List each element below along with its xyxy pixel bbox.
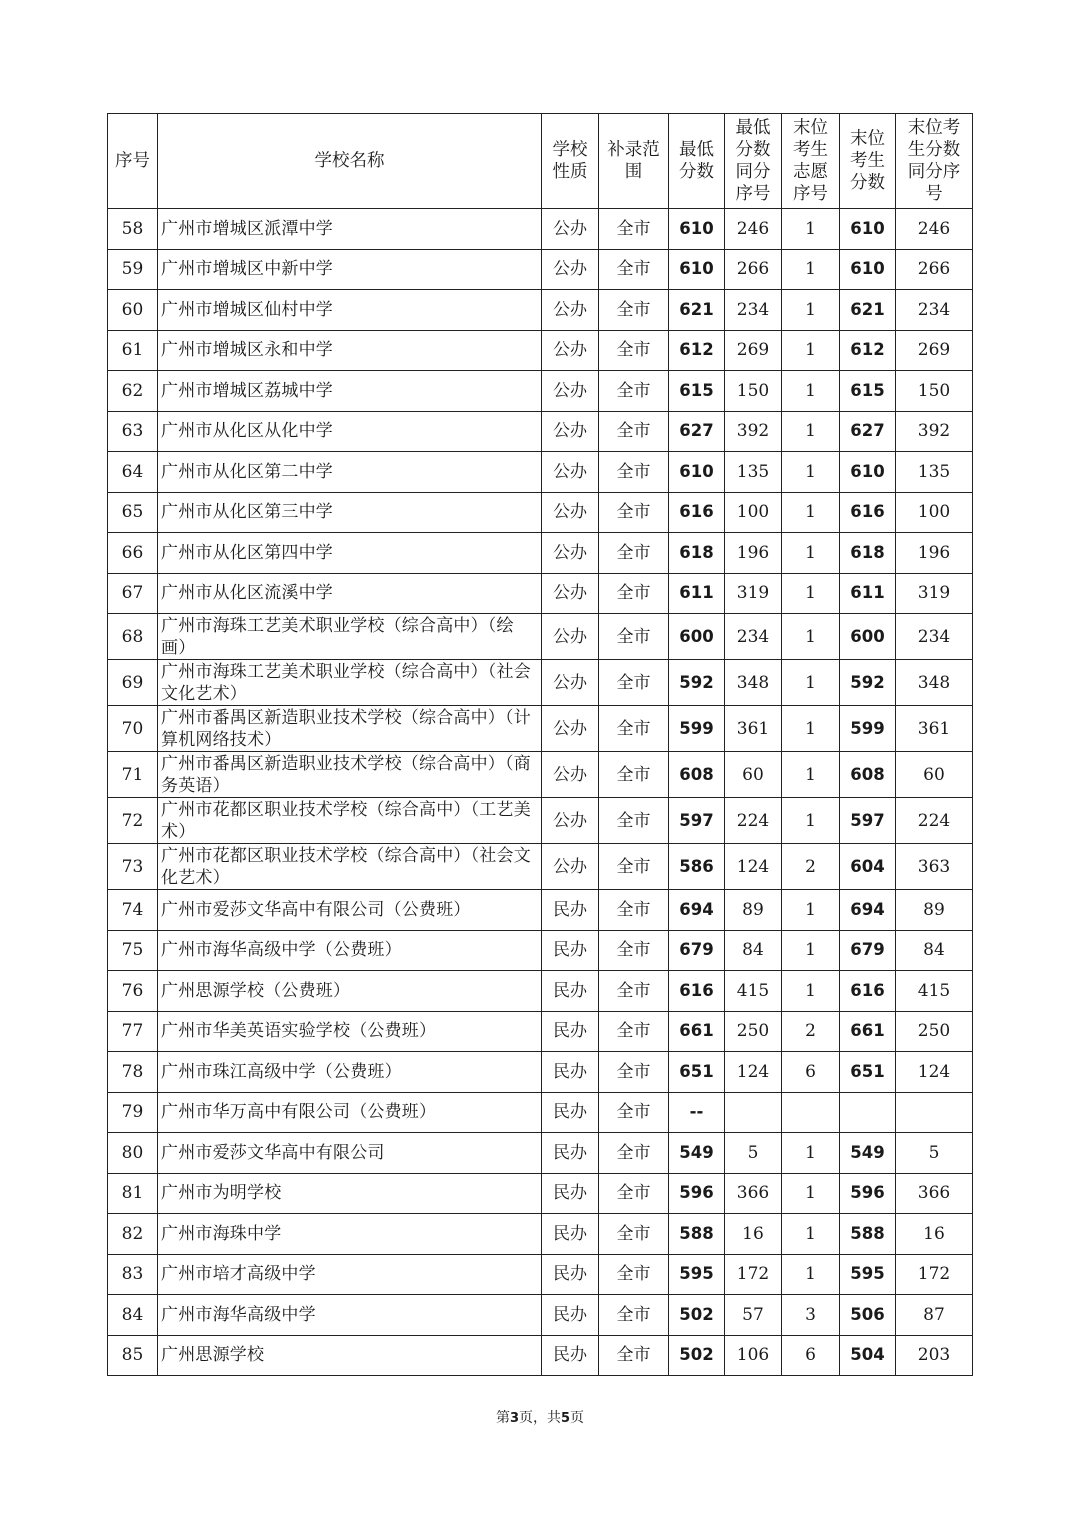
cell-last-preference: 1	[782, 492, 840, 533]
cell-min-score: 502	[669, 1295, 725, 1336]
cell-last-score-rank: 348	[896, 660, 973, 706]
cell-last-preference: 1	[782, 930, 840, 971]
cell-serial: 63	[108, 411, 158, 452]
cell-min-score: 599	[669, 706, 725, 752]
table-row	[108, 1214, 973, 1255]
cell-school-name: 广州思源学校（公费班）	[158, 971, 542, 1012]
cell-last-score-rank: 266	[896, 249, 973, 290]
table-row	[108, 706, 973, 752]
cell-last-preference: 1	[782, 573, 840, 614]
cell-school-name: 广州市从化区从化中学	[158, 411, 542, 452]
cell-min-score: 616	[669, 971, 725, 1012]
cell-last-score-rank: 234	[896, 614, 973, 660]
cell-scope: 全市	[599, 971, 669, 1012]
cell-last-preference: 1	[782, 1133, 840, 1174]
cell-school-name: 广州市培才高级中学	[158, 1254, 542, 1295]
cell-min-score: 595	[669, 1254, 725, 1295]
cell-min-score-rank: 89	[725, 890, 782, 931]
cell-min-score-rank: 124	[725, 1052, 782, 1093]
cell-last-preference: 2	[782, 1011, 840, 1052]
cell-school-type: 公办	[542, 249, 599, 290]
cell-min-score: 549	[669, 1133, 725, 1174]
cell-scope: 全市	[599, 330, 669, 371]
cell-school-type: 公办	[542, 533, 599, 574]
cell-last-score: 651	[840, 1052, 896, 1093]
cell-last-score	[840, 1092, 896, 1133]
cell-school-name: 广州市从化区第三中学	[158, 492, 542, 533]
cell-min-score-rank: 366	[725, 1173, 782, 1214]
cell-min-score: 608	[669, 752, 725, 798]
cell-min-score-rank: 319	[725, 573, 782, 614]
cell-last-preference: 6	[782, 1335, 840, 1376]
cell-school-type: 民办	[542, 1092, 599, 1133]
cell-school-type: 民办	[542, 1254, 599, 1295]
cell-last-score: 612	[840, 330, 896, 371]
header-min-score: 最低 分数	[669, 114, 725, 209]
cell-scope: 全市	[599, 930, 669, 971]
cell-last-score-rank: 89	[896, 890, 973, 931]
cell-last-preference: 1	[782, 752, 840, 798]
table-row	[108, 1011, 973, 1052]
cell-school-type: 民办	[542, 1173, 599, 1214]
cell-last-preference: 1	[782, 371, 840, 412]
cell-last-score: 604	[840, 844, 896, 890]
cell-serial: 84	[108, 1295, 158, 1336]
cell-last-score-rank: 361	[896, 706, 973, 752]
cell-min-score-rank: 348	[725, 660, 782, 706]
header-last-score-rank: 末位考 生分数 同分序 号	[896, 114, 973, 209]
cell-min-score: 679	[669, 930, 725, 971]
cell-min-score-rank: 84	[725, 930, 782, 971]
footer-middle: 页，共	[519, 1410, 561, 1426]
cell-school-type: 公办	[542, 706, 599, 752]
cell-scope: 全市	[599, 890, 669, 931]
cell-scope: 全市	[599, 492, 669, 533]
cell-school-type: 公办	[542, 752, 599, 798]
cell-last-score: 694	[840, 890, 896, 931]
cell-last-preference: 1	[782, 614, 840, 660]
cell-serial: 75	[108, 930, 158, 971]
cell-last-preference: 1	[782, 411, 840, 452]
cell-last-score-rank: 250	[896, 1011, 973, 1052]
cell-school-type: 民办	[542, 1295, 599, 1336]
cell-scope: 全市	[599, 706, 669, 752]
header-serial: 序号	[108, 114, 158, 209]
table-row	[108, 249, 973, 290]
cell-last-preference: 2	[782, 844, 840, 890]
cell-school-type: 民办	[542, 1335, 599, 1376]
cell-school-name: 广州市从化区第二中学	[158, 452, 542, 493]
cell-scope: 全市	[599, 1173, 669, 1214]
cell-scope: 全市	[599, 371, 669, 412]
cell-school-type: 公办	[542, 614, 599, 660]
table-row	[108, 330, 973, 371]
cell-serial: 68	[108, 614, 158, 660]
cell-min-score-rank: 266	[725, 249, 782, 290]
cell-school-name: 广州市番禺区新造职业技术学校（综合高中）（计算机网络技术）	[158, 706, 542, 752]
cell-school-type: 公办	[542, 798, 599, 844]
cell-school-type: 公办	[542, 573, 599, 614]
cell-min-score-rank: 150	[725, 371, 782, 412]
table-row	[108, 573, 973, 614]
header-scope: 补录范 围	[599, 114, 669, 209]
cell-min-score-rank: 100	[725, 492, 782, 533]
cell-last-score-rank: 16	[896, 1214, 973, 1255]
cell-min-score-rank: 172	[725, 1254, 782, 1295]
table-row	[108, 614, 973, 660]
cell-school-name: 广州市花都区职业技术学校（综合高中）（社会文化艺术）	[158, 844, 542, 890]
cell-scope: 全市	[599, 452, 669, 493]
cell-scope: 全市	[599, 660, 669, 706]
cell-last-preference: 1	[782, 452, 840, 493]
cell-last-preference: 1	[782, 249, 840, 290]
cell-last-score-rank: 124	[896, 1052, 973, 1093]
cell-last-score: 600	[840, 614, 896, 660]
cell-last-score-rank: 392	[896, 411, 973, 452]
cell-min-score-rank: 60	[725, 752, 782, 798]
cell-last-score: 596	[840, 1173, 896, 1214]
table-row	[108, 1295, 973, 1336]
cell-school-name: 广州市爱莎文华高中有限公司（公费班）	[158, 890, 542, 931]
cell-school-type: 民办	[542, 1052, 599, 1093]
table-row	[108, 290, 973, 331]
footer-prefix: 第	[495, 1410, 510, 1426]
cell-min-score: 661	[669, 1011, 725, 1052]
cell-school-type: 民办	[542, 930, 599, 971]
header-last-preference: 末位 考生 志愿 序号	[782, 114, 840, 209]
cell-last-score: 592	[840, 660, 896, 706]
cell-last-score: 599	[840, 706, 896, 752]
cell-last-score-rank: 60	[896, 752, 973, 798]
cell-min-score-rank: 57	[725, 1295, 782, 1336]
table-row	[108, 930, 973, 971]
cell-school-type: 公办	[542, 411, 599, 452]
cell-min-score: 610	[669, 452, 725, 493]
cell-min-score: 597	[669, 798, 725, 844]
cell-last-preference: 1	[782, 330, 840, 371]
table-row	[108, 1173, 973, 1214]
cell-school-name: 广州市增城区仙村中学	[158, 290, 542, 331]
cell-school-type: 民办	[542, 1011, 599, 1052]
cell-scope: 全市	[599, 209, 669, 250]
cell-min-score: 600	[669, 614, 725, 660]
cell-last-score-rank: 100	[896, 492, 973, 533]
cell-school-name: 广州市海珠工艺美术职业学校（综合高中）（社会文化艺术）	[158, 660, 542, 706]
cell-serial: 82	[108, 1214, 158, 1255]
cell-last-score: 610	[840, 249, 896, 290]
cell-serial: 67	[108, 573, 158, 614]
cell-scope: 全市	[599, 249, 669, 290]
cell-school-type: 公办	[542, 209, 599, 250]
cell-min-score-rank: 246	[725, 209, 782, 250]
cell-last-score-rank: 269	[896, 330, 973, 371]
cell-school-name: 广州市增城区派潭中学	[158, 209, 542, 250]
cell-scope: 全市	[599, 614, 669, 660]
table-row	[108, 1335, 973, 1376]
cell-serial: 79	[108, 1092, 158, 1133]
header-school-name: 学校名称	[158, 114, 542, 209]
admission-score-table	[107, 113, 973, 1376]
cell-min-score: 615	[669, 371, 725, 412]
cell-min-score-rank: 269	[725, 330, 782, 371]
cell-serial: 66	[108, 533, 158, 574]
cell-scope: 全市	[599, 290, 669, 331]
cell-school-name: 广州市从化区流溪中学	[158, 573, 542, 614]
cell-min-score-rank: 135	[725, 452, 782, 493]
cell-serial: 74	[108, 890, 158, 931]
cell-min-score-rank: 224	[725, 798, 782, 844]
cell-min-score-rank: 234	[725, 290, 782, 331]
cell-min-score-rank: 196	[725, 533, 782, 574]
cell-scope: 全市	[599, 533, 669, 574]
header-school-type: 学校 性质	[542, 114, 599, 209]
cell-school-type: 公办	[542, 290, 599, 331]
cell-school-type: 公办	[542, 371, 599, 412]
table-row	[108, 1052, 973, 1093]
cell-school-type: 民办	[542, 1214, 599, 1255]
table-row	[108, 844, 973, 890]
cell-serial: 69	[108, 660, 158, 706]
cell-min-score: 610	[669, 249, 725, 290]
cell-school-name: 广州市珠江高级中学（公费班）	[158, 1052, 542, 1093]
cell-min-score: 694	[669, 890, 725, 931]
cell-last-score-rank: 5	[896, 1133, 973, 1174]
cell-last-score-rank	[896, 1092, 973, 1133]
cell-min-score: 618	[669, 533, 725, 574]
cell-school-type: 公办	[542, 844, 599, 890]
cell-school-name: 广州市海华高级中学	[158, 1295, 542, 1336]
cell-last-score: 610	[840, 209, 896, 250]
cell-min-score: 502	[669, 1335, 725, 1376]
cell-scope: 全市	[599, 1254, 669, 1295]
table-row	[108, 533, 973, 574]
cell-scope: 全市	[599, 1214, 669, 1255]
cell-school-type: 公办	[542, 452, 599, 493]
cell-min-score-rank: 106	[725, 1335, 782, 1376]
cell-scope: 全市	[599, 1133, 669, 1174]
cell-last-score-rank: 150	[896, 371, 973, 412]
table-row	[108, 1254, 973, 1295]
cell-last-preference: 1	[782, 798, 840, 844]
cell-min-score: 651	[669, 1052, 725, 1093]
cell-last-score: 504	[840, 1335, 896, 1376]
cell-last-preference: 6	[782, 1052, 840, 1093]
cell-scope: 全市	[599, 1295, 669, 1336]
cell-last-score-rank: 234	[896, 290, 973, 331]
cell-last-score-rank: 363	[896, 844, 973, 890]
cell-serial: 60	[108, 290, 158, 331]
cell-last-score: 661	[840, 1011, 896, 1052]
cell-school-type: 公办	[542, 492, 599, 533]
cell-last-score-rank: 87	[896, 1295, 973, 1336]
header-min-score-rank: 最低 分数 同分 序号	[725, 114, 782, 209]
cell-last-score: 506	[840, 1295, 896, 1336]
cell-last-score: 616	[840, 492, 896, 533]
cell-last-score-rank: 366	[896, 1173, 973, 1214]
cell-min-score: 592	[669, 660, 725, 706]
cell-last-score-rank: 84	[896, 930, 973, 971]
cell-school-type: 民办	[542, 971, 599, 1012]
cell-school-name: 广州市华美英语实验学校（公费班）	[158, 1011, 542, 1052]
cell-serial: 70	[108, 706, 158, 752]
table-row	[108, 371, 973, 412]
cell-last-preference: 1	[782, 209, 840, 250]
cell-school-name: 广州市增城区荔城中学	[158, 371, 542, 412]
cell-school-name: 广州市爱莎文华高中有限公司	[158, 1133, 542, 1174]
cell-serial: 80	[108, 1133, 158, 1174]
page-footer	[0, 1407, 1080, 1427]
cell-last-score: 588	[840, 1214, 896, 1255]
cell-last-score: 618	[840, 533, 896, 574]
cell-last-preference: 1	[782, 706, 840, 752]
cell-serial: 73	[108, 844, 158, 890]
cell-min-score: 627	[669, 411, 725, 452]
table-header-row	[108, 114, 973, 209]
footer-page-number: 3	[509, 1411, 519, 1426]
cell-last-preference: 1	[782, 290, 840, 331]
cell-school-name: 广州市华万高中有限公司（公费班）	[158, 1092, 542, 1133]
cell-serial: 85	[108, 1335, 158, 1376]
cell-min-score-rank: 5	[725, 1133, 782, 1174]
table-row	[108, 492, 973, 533]
cell-school-name: 广州市海华高级中学（公费班）	[158, 930, 542, 971]
table-row	[108, 1133, 973, 1174]
cell-last-preference: 1	[782, 890, 840, 931]
cell-min-score: 611	[669, 573, 725, 614]
cell-scope: 全市	[599, 1335, 669, 1376]
cell-school-name: 广州市为明学校	[158, 1173, 542, 1214]
cell-serial: 62	[108, 371, 158, 412]
cell-min-score: 616	[669, 492, 725, 533]
cell-last-score: 627	[840, 411, 896, 452]
cell-last-score: 679	[840, 930, 896, 971]
table-row	[108, 971, 973, 1012]
cell-scope: 全市	[599, 411, 669, 452]
cell-last-score-rank: 319	[896, 573, 973, 614]
cell-last-score: 595	[840, 1254, 896, 1295]
cell-school-name: 广州市番禺区新造职业技术学校（综合高中）（商务英语）	[158, 752, 542, 798]
cell-serial: 77	[108, 1011, 158, 1052]
table-row	[108, 452, 973, 493]
table-row	[108, 209, 973, 250]
cell-serial: 64	[108, 452, 158, 493]
cell-school-name: 广州市增城区中新中学	[158, 249, 542, 290]
cell-min-score-rank: 392	[725, 411, 782, 452]
cell-last-preference: 1	[782, 1214, 840, 1255]
footer-total-pages: 5	[561, 1411, 571, 1426]
cell-scope: 全市	[599, 752, 669, 798]
cell-min-score-rank: 234	[725, 614, 782, 660]
cell-school-name: 广州市海珠工艺美术职业学校（综合高中）（绘画）	[158, 614, 542, 660]
cell-last-score: 610	[840, 452, 896, 493]
cell-min-score-rank: 124	[725, 844, 782, 890]
cell-last-score-rank: 415	[896, 971, 973, 1012]
cell-last-preference: 1	[782, 660, 840, 706]
cell-serial: 65	[108, 492, 158, 533]
cell-school-name: 广州思源学校	[158, 1335, 542, 1376]
cell-scope: 全市	[599, 573, 669, 614]
cell-school-name: 广州市海珠中学	[158, 1214, 542, 1255]
cell-min-score: 596	[669, 1173, 725, 1214]
cell-scope: 全市	[599, 1011, 669, 1052]
cell-scope: 全市	[599, 1052, 669, 1093]
cell-school-type: 公办	[542, 330, 599, 371]
cell-school-type: 公办	[542, 660, 599, 706]
cell-min-score-rank	[725, 1092, 782, 1133]
cell-last-score-rank: 203	[896, 1335, 973, 1376]
cell-min-score: 586	[669, 844, 725, 890]
footer-suffix: 页	[570, 1410, 585, 1426]
cell-scope: 全市	[599, 1092, 669, 1133]
cell-school-name: 广州市从化区第四中学	[158, 533, 542, 574]
cell-min-score-rank: 415	[725, 971, 782, 1012]
table-row	[108, 752, 973, 798]
cell-last-preference: 3	[782, 1295, 840, 1336]
cell-min-score: 621	[669, 290, 725, 331]
cell-last-score-rank: 172	[896, 1254, 973, 1295]
cell-last-preference	[782, 1092, 840, 1133]
cell-last-preference: 1	[782, 1173, 840, 1214]
table-row	[108, 660, 973, 706]
table-row	[108, 798, 973, 844]
cell-serial: 76	[108, 971, 158, 1012]
cell-serial: 81	[108, 1173, 158, 1214]
cell-min-score-rank: 250	[725, 1011, 782, 1052]
cell-last-preference: 1	[782, 1254, 840, 1295]
cell-min-score: 588	[669, 1214, 725, 1255]
cell-serial: 59	[108, 249, 158, 290]
cell-last-score: 608	[840, 752, 896, 798]
header-last-score: 末位 考生 分数	[840, 114, 896, 209]
table-row	[108, 411, 973, 452]
cell-school-name: 广州市花都区职业技术学校（综合高中）（工艺美术）	[158, 798, 542, 844]
cell-min-score-rank: 361	[725, 706, 782, 752]
cell-serial: 72	[108, 798, 158, 844]
cell-serial: 58	[108, 209, 158, 250]
cell-min-score: --	[669, 1092, 725, 1133]
cell-min-score: 610	[669, 209, 725, 250]
cell-last-score-rank: 196	[896, 533, 973, 574]
table-row	[108, 890, 973, 931]
cell-min-score: 612	[669, 330, 725, 371]
cell-serial: 61	[108, 330, 158, 371]
cell-last-score-rank: 246	[896, 209, 973, 250]
cell-scope: 全市	[599, 844, 669, 890]
cell-last-score: 621	[840, 290, 896, 331]
cell-last-score: 549	[840, 1133, 896, 1174]
cell-serial: 78	[108, 1052, 158, 1093]
cell-last-score: 597	[840, 798, 896, 844]
cell-school-name: 广州市增城区永和中学	[158, 330, 542, 371]
cell-scope: 全市	[599, 798, 669, 844]
cell-serial: 83	[108, 1254, 158, 1295]
cell-min-score-rank: 16	[725, 1214, 782, 1255]
cell-last-score-rank: 224	[896, 798, 973, 844]
cell-last-score: 611	[840, 573, 896, 614]
table-row	[108, 1092, 973, 1133]
cell-last-score: 616	[840, 971, 896, 1012]
cell-last-preference: 1	[782, 971, 840, 1012]
cell-last-preference: 1	[782, 533, 840, 574]
cell-last-score: 615	[840, 371, 896, 412]
cell-last-score-rank: 135	[896, 452, 973, 493]
cell-serial: 71	[108, 752, 158, 798]
cell-school-type: 民办	[542, 890, 599, 931]
cell-school-type: 民办	[542, 1133, 599, 1174]
